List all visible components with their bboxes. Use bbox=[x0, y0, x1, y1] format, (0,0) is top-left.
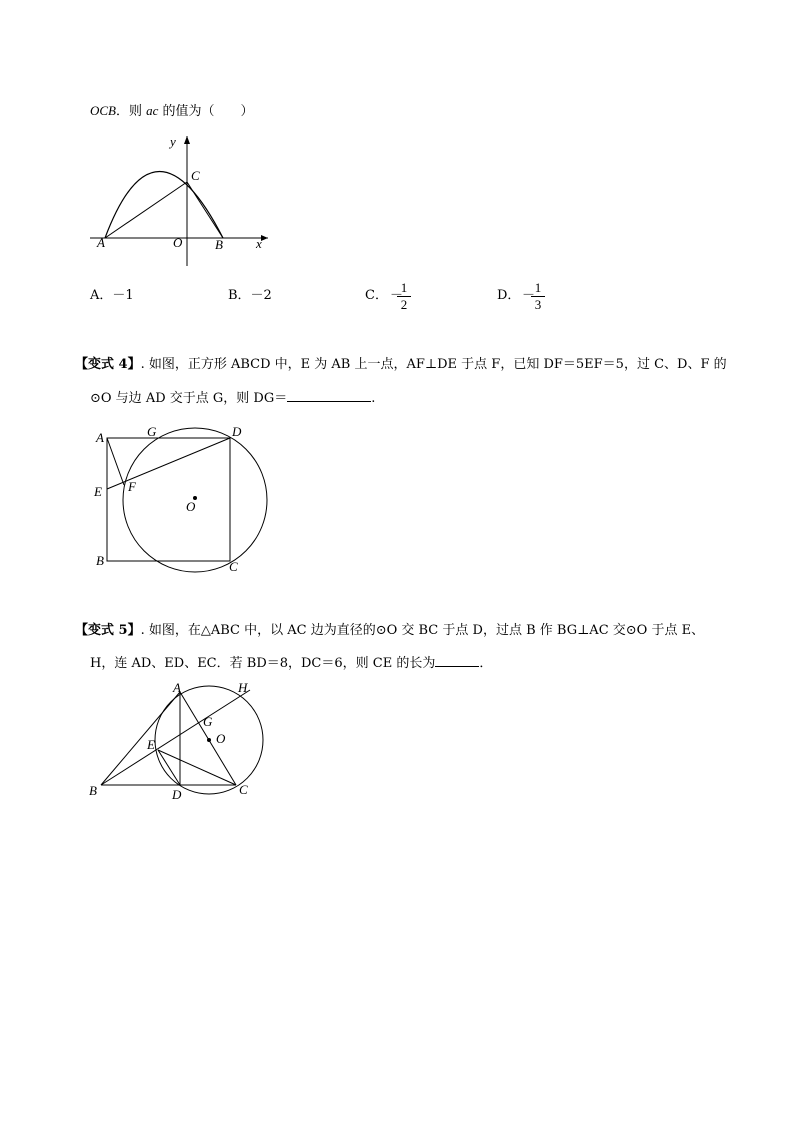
center-point bbox=[207, 738, 211, 742]
label-c: C bbox=[229, 559, 238, 574]
label-e: E bbox=[94, 484, 102, 499]
denominator: 3 bbox=[534, 297, 542, 312]
question-4-line1 bbox=[75, 356, 727, 374]
label-f: F bbox=[128, 479, 136, 494]
label-b: B bbox=[215, 237, 223, 252]
question-5-line1 bbox=[75, 622, 704, 640]
label-g: G bbox=[203, 714, 213, 729]
label-a: A bbox=[97, 235, 105, 250]
segment-ba bbox=[101, 692, 180, 785]
choice-c-fraction bbox=[397, 281, 411, 312]
numerator: 1 bbox=[534, 280, 542, 295]
label-o: O bbox=[216, 731, 226, 746]
choice-c[interactable] bbox=[365, 287, 388, 305]
label-y: y bbox=[170, 134, 176, 149]
label-d: D bbox=[172, 787, 182, 802]
segment-af bbox=[107, 438, 124, 485]
label-a: A bbox=[173, 680, 181, 695]
period: . bbox=[371, 391, 376, 406]
label-o: O bbox=[173, 235, 183, 250]
period: ． bbox=[479, 656, 493, 671]
parabola-curve bbox=[105, 172, 223, 239]
choice-c-prefix: C． bbox=[365, 288, 388, 303]
segment-cb bbox=[187, 182, 223, 238]
question-4-text: . 如图，正方形 ABCD 中，E 为 AB 上一点，AF⊥DE 于点 F，已知 DF＝5EF＝5，过 C、D、F 的 bbox=[140, 357, 727, 372]
question-5-text2: H，连 AD、ED、EC．若 BD＝8，DC＝6，则 CE 的长为 bbox=[90, 656, 436, 671]
label-d: D bbox=[232, 424, 242, 439]
choice-d-fraction bbox=[531, 281, 545, 312]
answer-blank[interactable] bbox=[287, 388, 371, 402]
x-axis-arrow bbox=[261, 235, 268, 241]
label-e: E bbox=[147, 737, 155, 752]
label-a: A bbox=[96, 430, 104, 445]
square-abcd bbox=[107, 438, 230, 561]
segment-ec bbox=[158, 750, 236, 785]
answer-blank[interactable] bbox=[435, 653, 479, 667]
question-5-text: . 如图，在△ABC 中，以 AC 边为直径的⊙O 交 BC 于点 D，过点 B 作 BG⊥AC 交⊙O 于点 E、 bbox=[140, 623, 705, 638]
choice-b[interactable]: B．－2 bbox=[228, 288, 272, 303]
label-b: B bbox=[89, 783, 97, 798]
question-4-tag: 【变式 4】 bbox=[75, 357, 141, 372]
label-c: C bbox=[239, 782, 248, 797]
question-4-text2: ⊙O 与边 AD 交于点 G，则 DG＝ bbox=[90, 391, 288, 406]
label-g: G bbox=[147, 424, 157, 439]
choice-d[interactable] bbox=[497, 287, 520, 305]
y-axis-arrow bbox=[184, 136, 190, 144]
numerator: 1 bbox=[400, 280, 408, 295]
stem-text-end: 的值为（ ） bbox=[158, 104, 254, 119]
question-5-line2 bbox=[90, 653, 492, 673]
denominator: 2 bbox=[400, 297, 408, 312]
question-5-tag: 【变式 5】 bbox=[75, 623, 141, 638]
label-o: O bbox=[186, 499, 196, 514]
question-4-line2 bbox=[90, 388, 375, 408]
label-x: x bbox=[256, 236, 262, 251]
stem-text: ．则 bbox=[116, 104, 147, 119]
variable-label: ac bbox=[146, 103, 159, 118]
label-c: C bbox=[191, 168, 200, 183]
choice-d-prefix: D． bbox=[497, 288, 521, 303]
choice-d-sign: － bbox=[522, 288, 536, 303]
label-h: H bbox=[238, 680, 248, 695]
label-b: B bbox=[96, 553, 104, 568]
segment-ed bbox=[107, 438, 230, 489]
segment-label: OCB bbox=[90, 103, 116, 118]
choice-a[interactable]: A．－1 bbox=[90, 288, 134, 303]
choice-c-sign: － bbox=[390, 288, 404, 303]
